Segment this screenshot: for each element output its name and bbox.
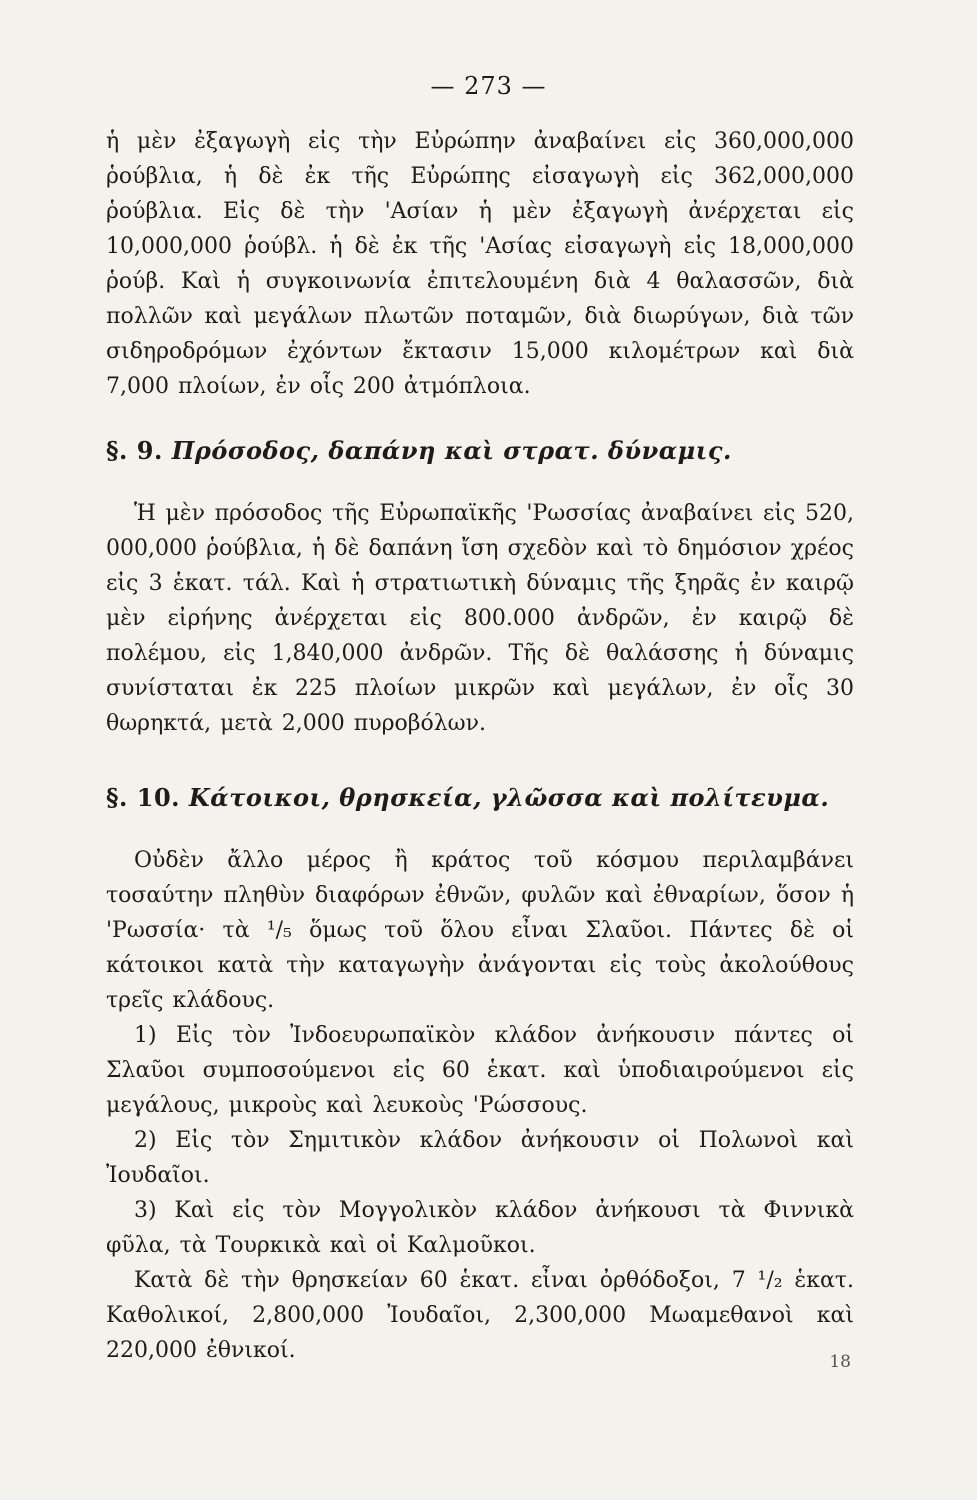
section-10-number: §. 10.: [106, 783, 181, 812]
paragraph-revenue: Ἡ μὲν πρόσοδος τῆς Εὐρωπαϊκῆς 'Ρωσσίας ἀναβαίνει εἰς 520, 000,000 ῥούβλια, ἡ δὲ δαπάνη ἴση σχεδὸν καὶ τὸ δημόσιον χρέος εἰς 3 ἑκατ. τάλ. Καὶ ἡ στρατιωτικὴ δύναμις τῆς ξηρᾶς ἐν καιρῷ μὲν εἰρήνης ἀνέρχεται εἰς 800.000 ἀνδρῶν, ἐν καιρῷ δὲ πολέμου, εἰς 1,840,000 ἀνδρῶν. Τῆς δὲ θαλάσσης ἡ δύναμις συνίσταται ἐκ 225 πλοίων μικρῶν καὶ μεγάλων, ἐν οἷς 30 θωρηκτά, μετὰ 2,000 πυροβόλων.: [106, 501, 854, 736]
section-9-title: Πρόσοδος, δαπάνη καὶ στρατ. δύναμις.: [171, 436, 732, 465]
section-9-heading: [106, 434, 854, 468]
section-9-number: §. 9.: [106, 436, 163, 465]
paragraph-inhabitants: Οὐδὲν ἄλλο μέρος ἢ κράτος τοῦ κόσμου περιλαμβάνει τοσαύτην πληθὺν διαφόρων ἐθνῶν, φυλῶν καὶ ἐθναρίων, ὅσον ἡ 'Ρωσσία· τὰ ¹/₅ ὅμως τοῦ ὅλου εἶναι Σλαῦοι. Πάντες δὲ οἱ κάτοικοι κατὰ τὴν καταγωγὴν ἀνάγονται εἰς τοὺς ἀκολούθους τρεῖς κλάδους.: [106, 848, 854, 1013]
paragraph-religion: Κατὰ δὲ τὴν θρησκείαν 60 ἑκατ. εἶναι ὀρθόδοξοι, 7 ¹/₂ ἑκατ. Καθολικοί, 2,800,000 Ἰουδαῖοι, 2,300,000 Μωαμεθανοὶ καὶ 220,000 ἐθνικοί.: [106, 1268, 854, 1363]
section-10-heading: [106, 781, 854, 815]
paragraph-branch-1: 1) Εἰς τὸν Ἰνδοευρωπαϊκὸν κλάδον ἀνήκουσιν πάντες οἱ Σλαῦοι συμποσούμενοι εἰς 60 ἑκατ. καὶ ὑποδιαιρούμενοι εἰς μεγάλους, μικροὺς καὶ λευκοὺς 'Ρώσσους.: [106, 1023, 854, 1118]
paragraph-branch-3: 3) Καὶ εἰς τὸν Μογγολικὸν κλάδον ἀνήκουσι τὰ Φιννικὰ φῦλα, τὰ Τουρκικὰ καὶ οἱ Καλμοῦκοι.: [106, 1198, 854, 1258]
body-text: [106, 124, 854, 1368]
section-10-title: Κάτοικοι, θρησκεία, γλῶσσα καὶ πολίτευμα.: [188, 783, 830, 812]
signature-mark: 18: [829, 1352, 851, 1372]
paragraph-trade: ἡ μὲν ἐξαγωγὴ εἰς τὴν Εὐρώπην ἀναβαίνει εἰς 360,000,000 ῥούβλια, ἡ δὲ ἐκ τῆς Εὐρώπης εἰσαγωγὴ εἰς 362,000,000 ῥούβλια. Εἰς δὲ τὴν 'Ασίαν ἡ μὲν ἐξαγωγὴ ἀνέρχεται εἰς 10,000,000 ῥούβλ. ἡ δὲ ἐκ τῆς 'Ασίας εἰσαγωγὴ εἰς 18,000,000 ῥούβ. Καὶ ἡ συγκοινωνία ἐπιτελουμένη διὰ 4 θαλασσῶν, διὰ πολλῶν καὶ μεγάλων πλωτῶν ποταμῶν, διὰ διωρύγων, διὰ τῶν σιδηροδρόμων ἐχόντων ἔκτασιν 15,000 κιλομέτρων καὶ διὰ 7,000 πλοίων, ἐν οἷς 200 ἀτμόπλοια.: [106, 129, 854, 399]
paragraph-branch-2: 2) Εἰς τὸν Σημιτικὸν κλάδον ἀνήκουσιν οἱ Πολωνοὶ καὶ Ἰουδαῖοι.: [106, 1128, 854, 1188]
page-number: — 273 —: [430, 72, 547, 100]
